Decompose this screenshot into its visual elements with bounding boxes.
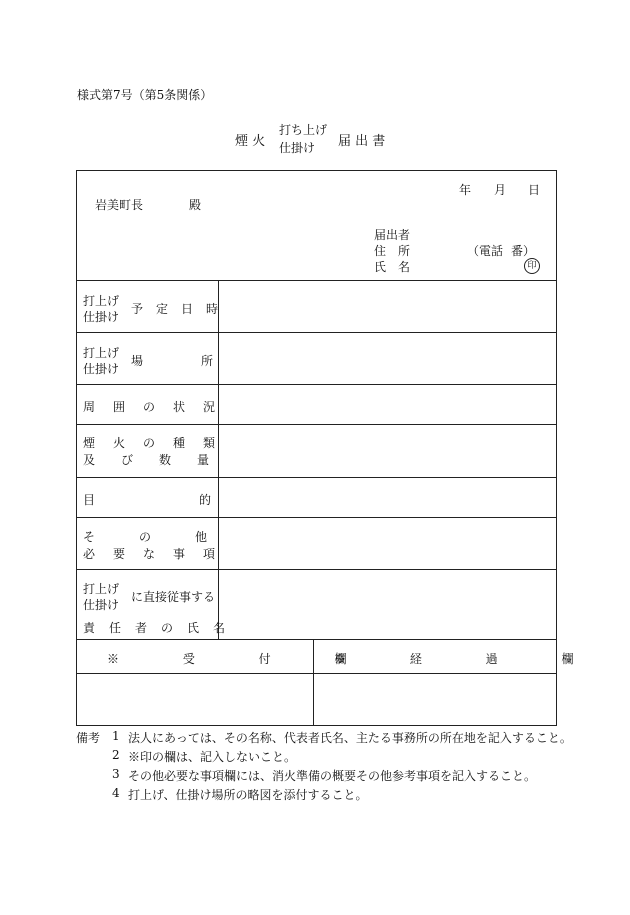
receipt-column-label: ※ 受 付 欄	[107, 652, 377, 666]
form-number: 様式第7号（第5条関係）	[77, 88, 213, 102]
day-label: 日	[528, 183, 541, 197]
row6-value-cell[interactable]	[219, 518, 557, 569]
row2-label: 場所	[131, 354, 272, 368]
title-part2: 届 出 書	[338, 134, 386, 149]
row2-prefix-top: 打上げ	[83, 346, 120, 360]
row1-prefix-bottom: 仕掛け	[83, 310, 120, 324]
remarks-section	[76, 729, 576, 805]
row4-value-cell[interactable]	[219, 425, 557, 477]
title-part1: 煙 火	[235, 134, 266, 149]
progress-column-label: ※ 経 過 欄	[334, 652, 604, 666]
row2-value-cell[interactable]	[219, 333, 557, 384]
row4-label-line1: 煙火の種類	[83, 436, 234, 450]
applicant-label: 届出者	[374, 228, 411, 242]
row3-value-cell[interactable]	[219, 385, 557, 424]
receipt-cell	[78, 674, 312, 725]
remarks-label: 備考	[76, 731, 101, 745]
remark-item: 4 打上げ、仕掛け場所の略図を添付すること。	[112, 786, 368, 802]
title-option-bottom: 仕掛け	[279, 141, 316, 155]
seal-mark: 印	[524, 257, 540, 274]
notification-form-table	[76, 170, 604, 726]
row7-prefix-top: 打上げ	[83, 582, 120, 596]
row1-value-cell[interactable]	[219, 281, 557, 332]
name-label: 氏 名	[374, 260, 411, 274]
row2-prefix-bottom: 仕掛け	[83, 362, 120, 376]
honorific: 殿	[189, 198, 202, 212]
row6-label-line1: その他	[83, 530, 252, 544]
row6-label-line2: 必要な事項	[83, 547, 234, 561]
row3-label: 周囲の状況	[83, 400, 234, 414]
address-label: 住 所	[374, 244, 411, 258]
month-label: 月	[494, 183, 507, 197]
remark-item: 3 その他必要な事項欄には、消火準備の概要その他参考事項を記入すること。	[112, 767, 537, 783]
row7-label-suffix: に直接従事する	[131, 590, 216, 604]
row1-prefix-top: 打上げ	[83, 294, 120, 308]
year-label: 年	[459, 183, 472, 197]
progress-cell	[314, 674, 556, 725]
row4-label-line2: 及び数量	[83, 453, 236, 467]
phone-close-label: 番）	[511, 244, 536, 258]
addressee: 岩美町長	[95, 198, 144, 212]
row5-value-cell[interactable]	[219, 478, 557, 517]
title-option-top: 打ち上げ	[279, 123, 328, 137]
row7-label-line2: 責任者の氏名	[83, 621, 240, 635]
remark-item: 備考 1 法人にあっては、その名称、代表者氏名、主たる事務所の所在地を記入すること。	[76, 729, 572, 745]
remark-item: 2 ※印の欄は、記入しないこと。	[112, 748, 297, 764]
document-title	[0, 121, 630, 157]
row7-prefix-bottom: 仕掛け	[83, 598, 120, 612]
row5-label: 目的	[83, 493, 316, 507]
phone-open-label: （電話	[467, 244, 504, 258]
row1-label: 予定日時	[131, 302, 232, 316]
row7-value-cell[interactable]	[219, 570, 557, 639]
